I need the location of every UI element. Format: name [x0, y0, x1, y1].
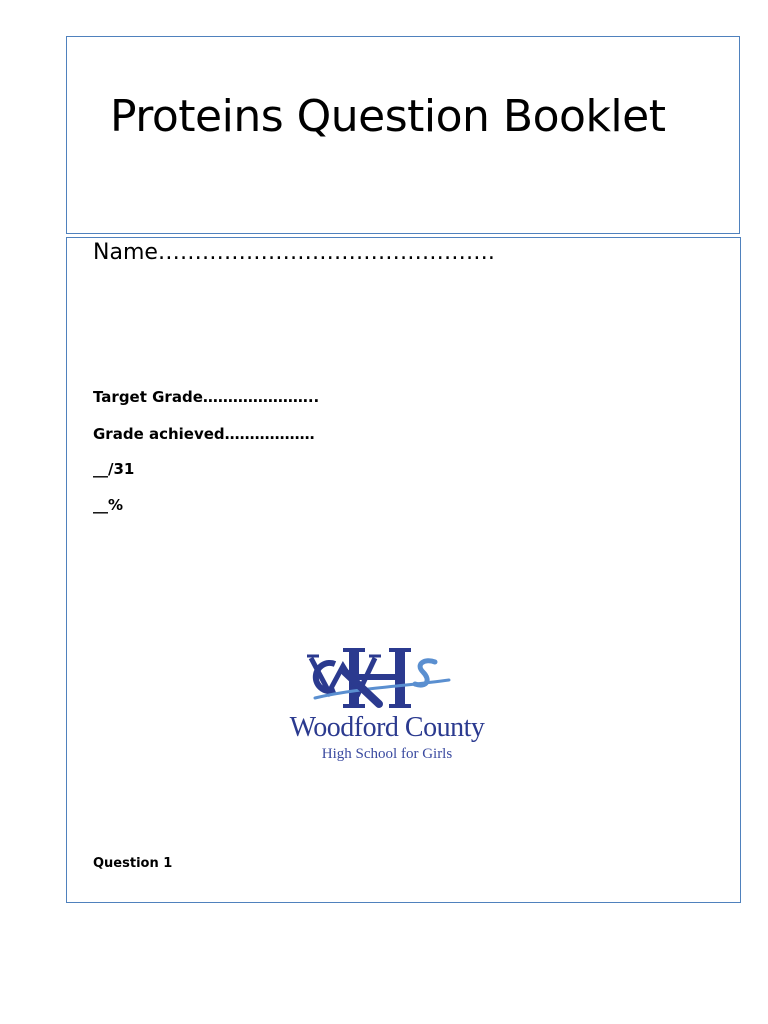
score-field: __/31 — [93, 460, 135, 478]
percent-field: __% — [93, 496, 124, 514]
name-field: Name………………………………………. — [93, 240, 495, 265]
logo-school-subtitle: High School for Girls — [321, 746, 453, 762]
title-box — [66, 36, 740, 234]
details-box — [66, 237, 741, 903]
school-logo — [267, 644, 507, 764]
logo-school-name: Woodford County — [289, 712, 485, 743]
target-grade-field: Target Grade………………….. — [93, 388, 320, 406]
booklet-title: Proteins Question Booklet — [110, 91, 666, 142]
grade-achieved-field: Grade achieved……………… — [93, 425, 315, 443]
question-heading: Question 1 — [93, 856, 173, 871]
monogram-icon — [267, 644, 507, 714]
